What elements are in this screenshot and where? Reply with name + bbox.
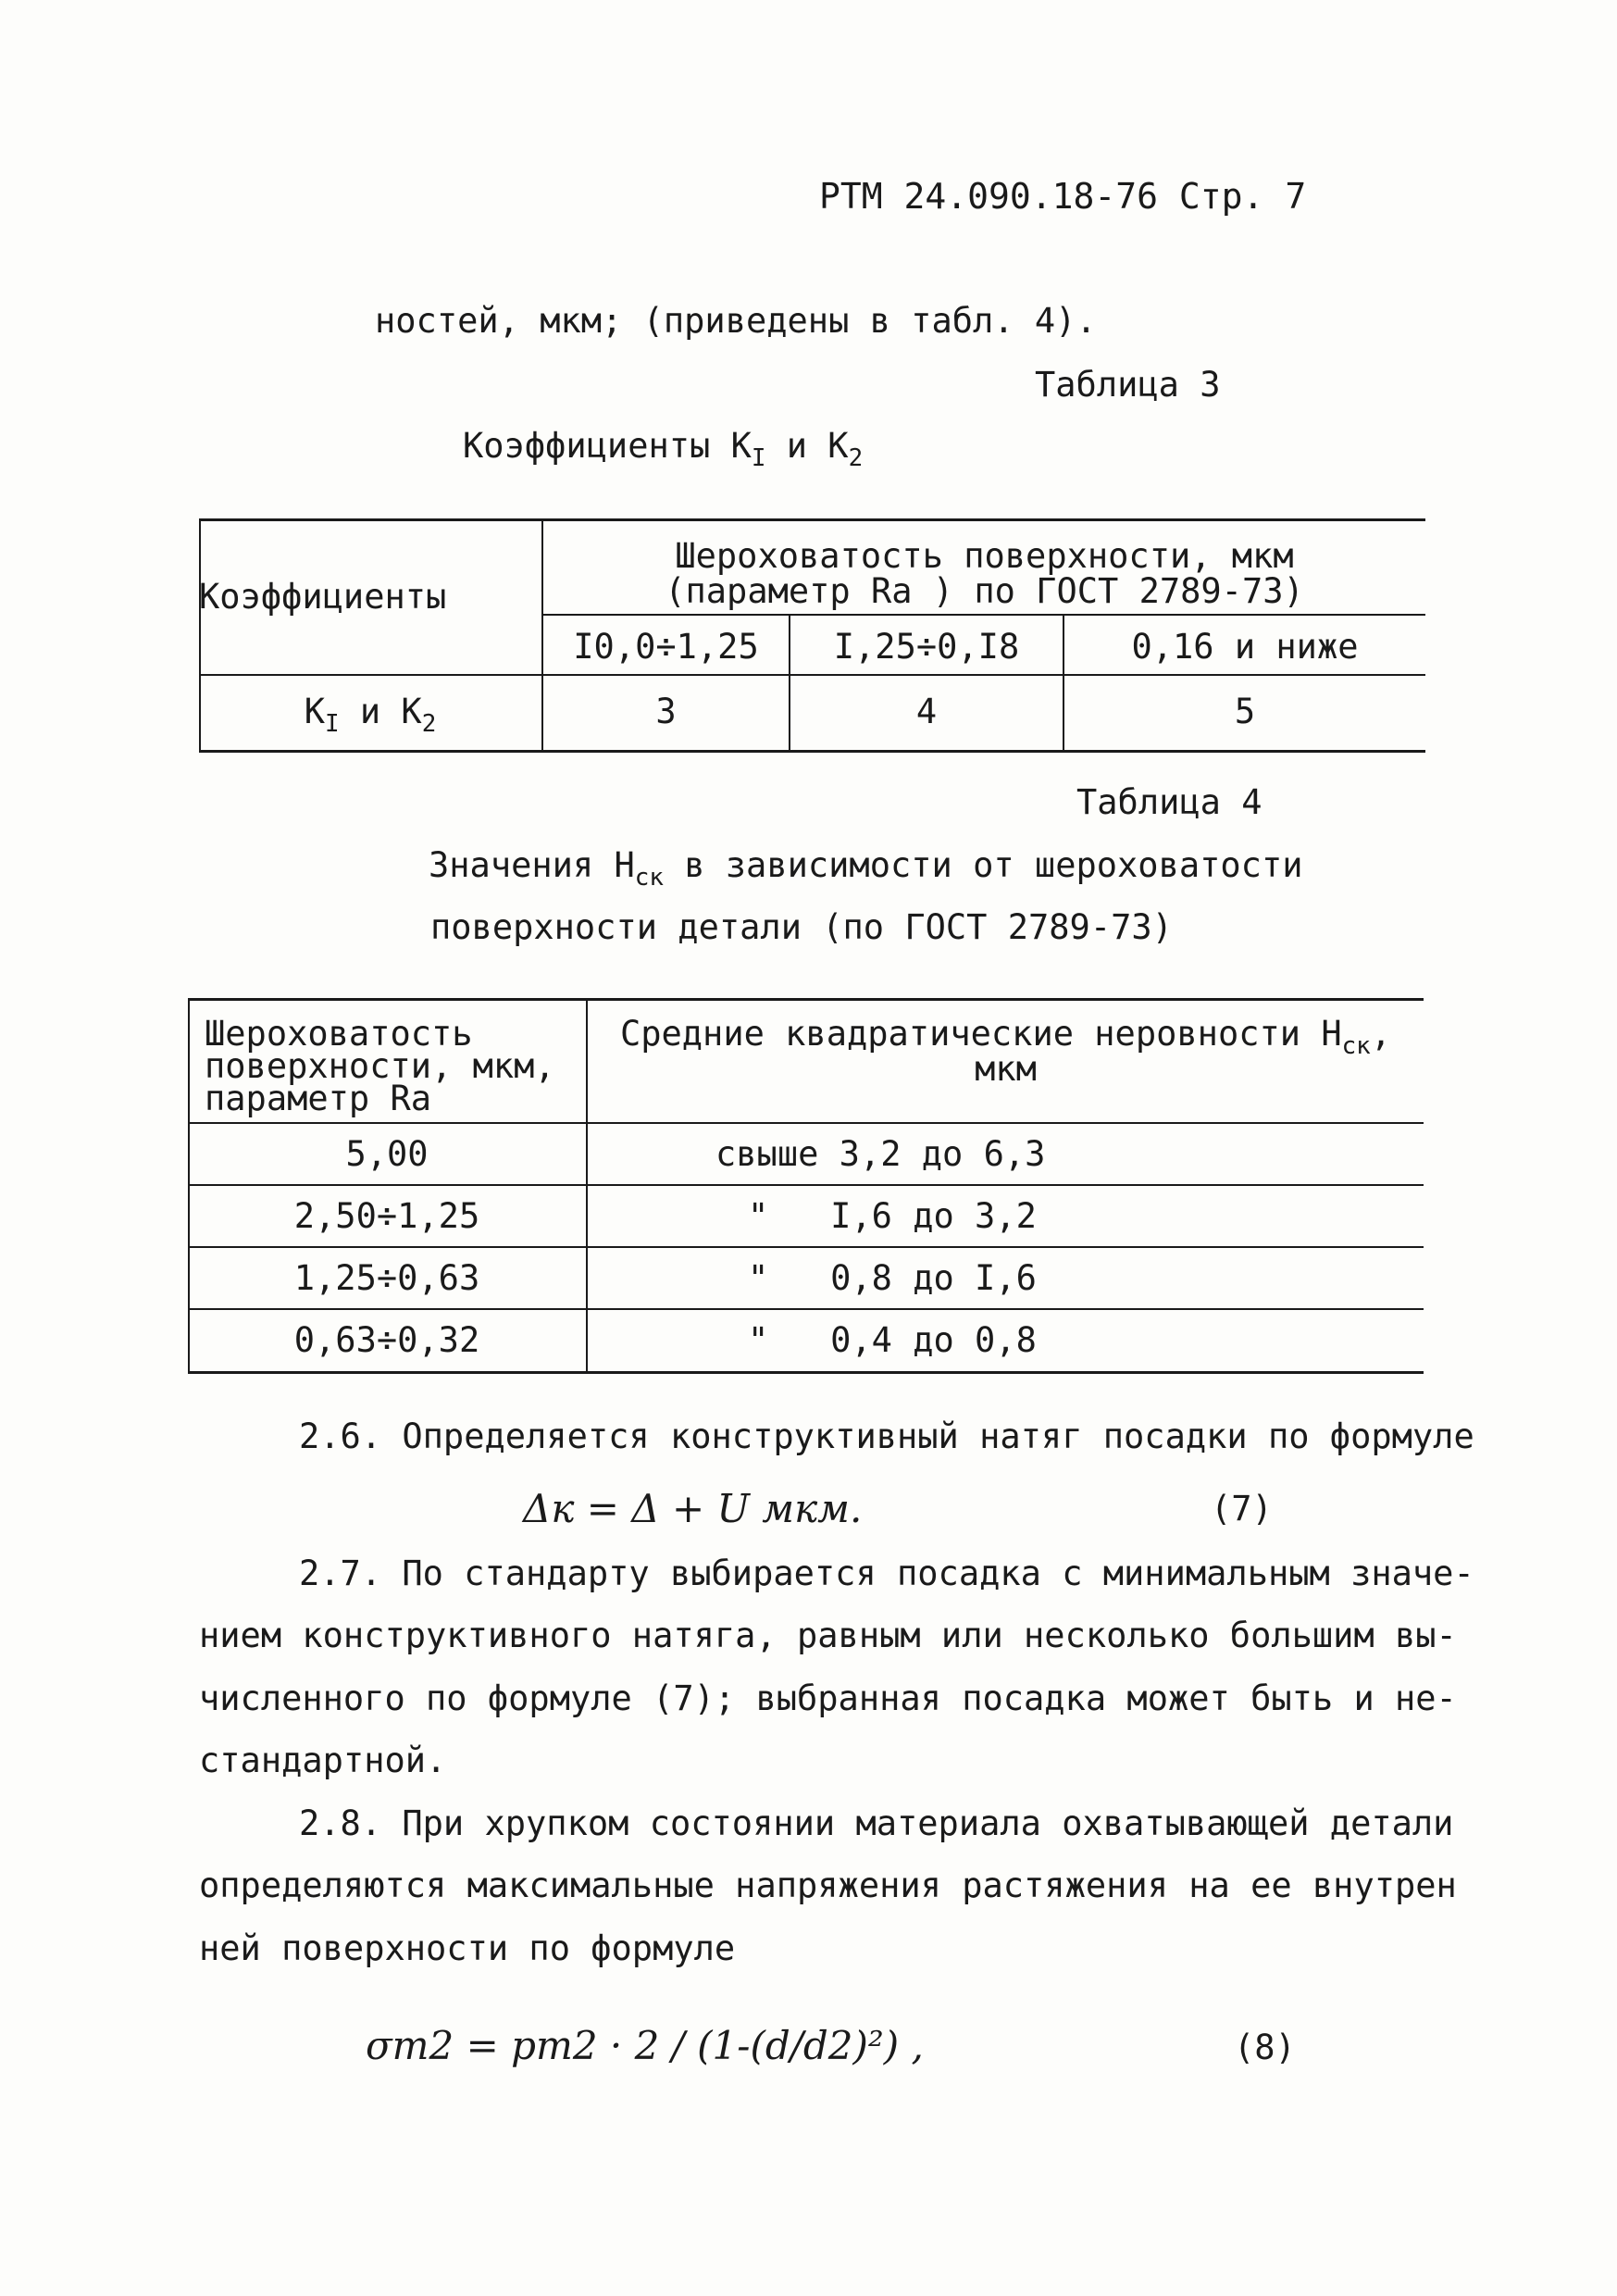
paragraph-2-7-line4: стандартной.	[199, 1741, 447, 1780]
table4-col1-header-line2: поверхности, мкм,	[205, 1046, 555, 1086]
table3-title: Коэффициенты $К_I$ и $К_2$	[463, 426, 864, 473]
table3-subcol-1: I0,0÷1,25	[573, 627, 759, 667]
table4-col2-header-line1: Средние квадратические неровности $Н_{ск}$,	[619, 1014, 1392, 1061]
table4-row-h: " 0,8 до I,6	[748, 1258, 1037, 1298]
table4-row-h: " I,6 до 3,2	[748, 1196, 1037, 1236]
table3	[199, 518, 1425, 755]
equation-number-7: (7)	[1211, 1489, 1273, 1529]
table3-value-3: 5	[1234, 692, 1256, 731]
table4-col2-header-line2: мкм	[975, 1049, 1037, 1089]
equation-number-8: (8)	[1234, 2028, 1296, 2067]
table3-group-header-line1: Шероховатость поверхности, мкм	[675, 536, 1294, 576]
table4-row-h: " 0,4 до 0,8	[748, 1320, 1037, 1360]
table4-caption: Таблица 4	[1076, 782, 1263, 822]
table4-title-line1: Значения $Н_{ск}$ в зависимости от шероховатости	[429, 845, 1303, 892]
table3-value-1: 3	[655, 692, 677, 731]
table3-subcol-2: I,25÷0,I8	[833, 627, 1020, 667]
table4-row-ra: 1,25÷0,63	[293, 1258, 480, 1298]
table3-row-label: $К_I$ и $К_2$	[304, 692, 437, 739]
formula-8: σт2 = pт2 · 2 / (1-(d/d2)²) ,	[366, 2023, 924, 2068]
table4-col1-header-line3: параметр Ra	[205, 1079, 432, 1118]
table4-col1-header-line1: Шероховатость	[205, 1014, 473, 1054]
table3-group-header-line2: (параметр Ra ) по ГОСТ 2789-73)	[665, 571, 1304, 611]
continuation-text: ностей, мкм; (приведены в табл. 4).	[375, 301, 1097, 341]
table4-row-ra: 5,00	[345, 1134, 429, 1174]
page-header: РТМ 24.090.18-76 Стр. 7	[819, 176, 1307, 217]
paragraph-2-8-line2: определяются максимальные напряжения растяжения на ее внутрен	[199, 1866, 1457, 1905]
paragraph-2-7-line2: нием конструктивного натяга, равным или несколько большим вы-	[199, 1616, 1457, 1655]
table3-caption: Таблица 3	[1035, 365, 1221, 405]
table4-row-h: свыше 3,2 до 6,3	[715, 1134, 1046, 1174]
paragraph-2-7-line3: численного по формуле (7); выбранная посадка может быть и не-	[199, 1678, 1457, 1718]
table4-row-ra: 0,63÷0,32	[293, 1320, 480, 1360]
table4-row-ra: 2,50÷1,25	[293, 1196, 480, 1236]
paragraph-2-6: 2.6. Определяется конструктивный натяг посадки по формуле	[299, 1416, 1474, 1456]
table4-title-line2: поверхности детали (по ГОСТ 2789-73)	[430, 907, 1173, 947]
formula-7: Δк = Δ + U мкм.	[523, 1486, 863, 1531]
table3-value-2: 4	[915, 692, 938, 731]
paragraph-2-7-line1: 2.7. По стандарту выбирается посадка с минимальным значе-	[299, 1554, 1474, 1593]
table3-col-header: Коэффициенты	[199, 577, 447, 617]
table3-subcol-3: 0,16 и ниже	[1131, 627, 1359, 667]
paragraph-2-8-line3: ней поверхности по формуле	[199, 1928, 736, 1968]
table4	[188, 998, 1424, 1376]
paragraph-2-8-line1: 2.8. При хрупком состоянии материала охватывающей детали	[299, 1803, 1454, 1843]
